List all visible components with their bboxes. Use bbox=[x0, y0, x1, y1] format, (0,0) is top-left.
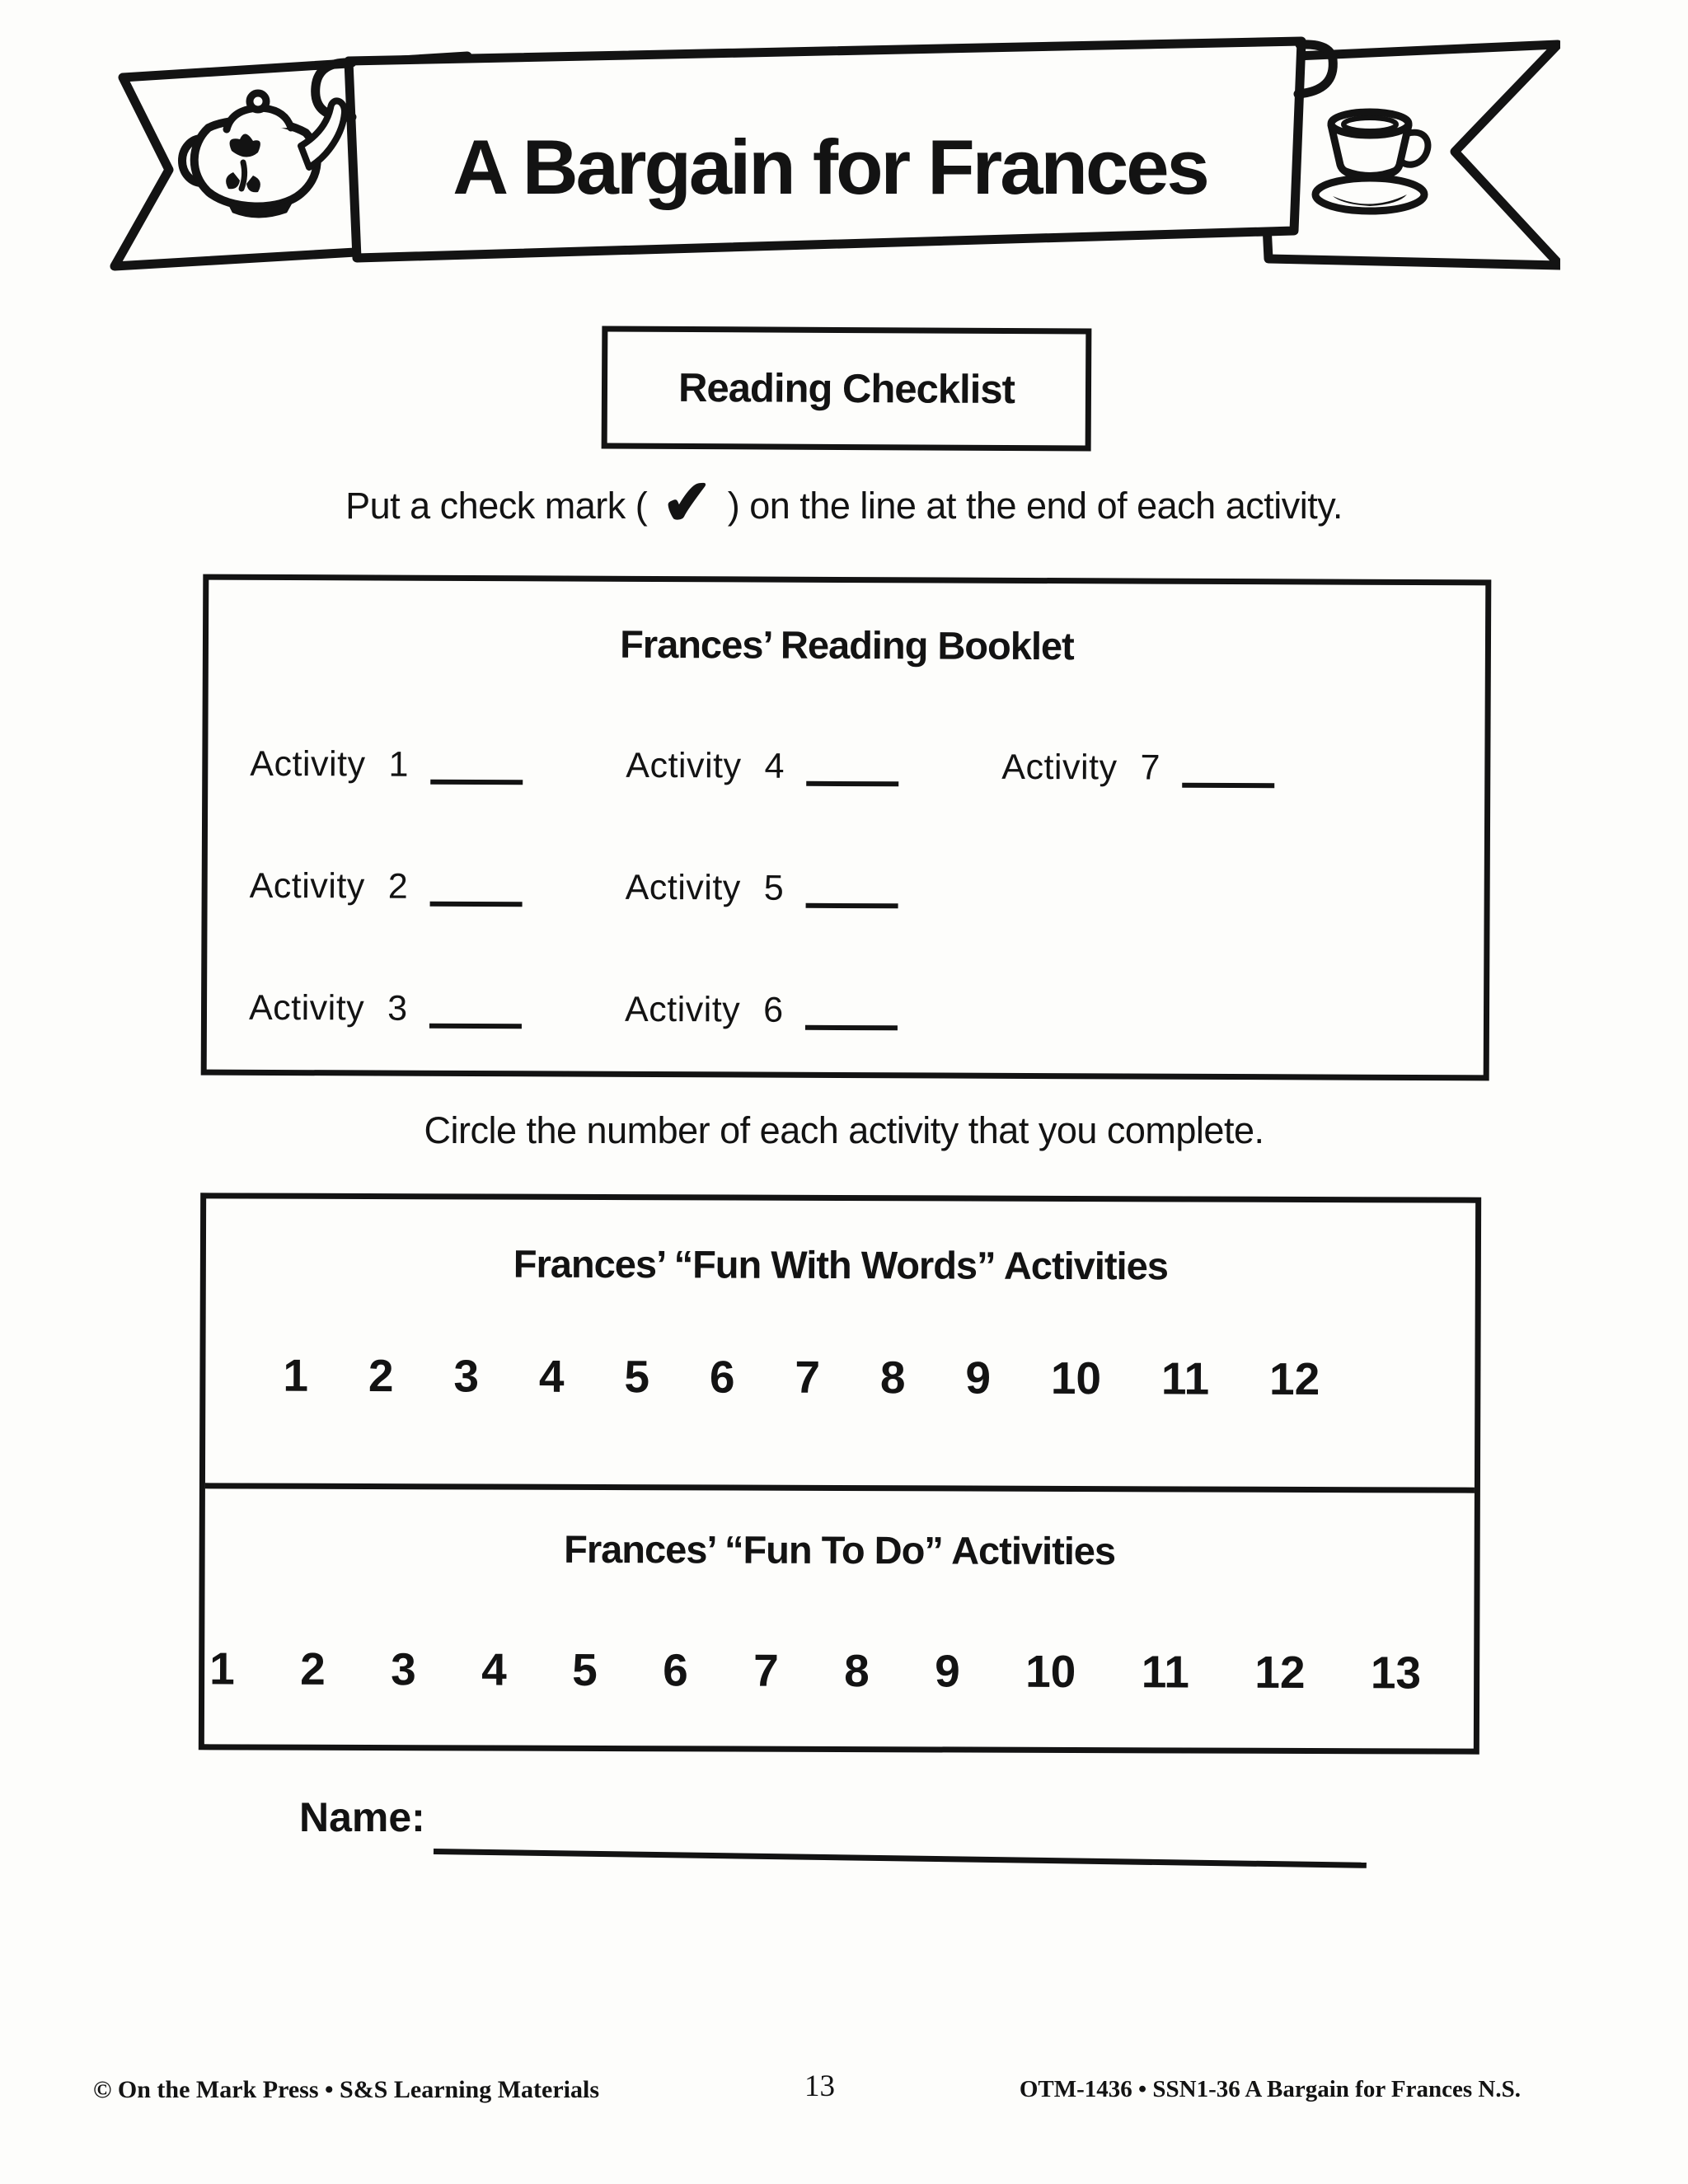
circle-number[interactable]: 1 bbox=[283, 1349, 309, 1401]
activity-check-line[interactable] bbox=[429, 901, 522, 906]
activity-item bbox=[250, 743, 626, 785]
activity-check-line[interactable] bbox=[805, 902, 898, 907]
circle-number[interactable]: 12 bbox=[1254, 1646, 1306, 1698]
activity-item bbox=[626, 745, 1001, 787]
activity-item bbox=[625, 989, 1001, 1031]
activity-label: Activity bbox=[249, 865, 365, 906]
activity-label: Activity bbox=[248, 987, 365, 1028]
name-label: Name: bbox=[299, 1794, 425, 1840]
circle-number[interactable]: 5 bbox=[624, 1351, 650, 1403]
circle-number[interactable]: 9 bbox=[935, 1645, 960, 1697]
reading-booklet-title: Frances’ Reading Booklet bbox=[620, 621, 1074, 668]
activity-label: Activity bbox=[624, 989, 741, 1029]
reading-checklist-box bbox=[602, 326, 1092, 451]
circle-number[interactable]: 12 bbox=[1268, 1352, 1320, 1405]
activity-check-line[interactable] bbox=[806, 780, 898, 785]
activity-label: Activity bbox=[1001, 747, 1118, 787]
circle-number[interactable]: 10 bbox=[1050, 1352, 1102, 1404]
activity-item bbox=[249, 987, 625, 1029]
footer-page-number: 13 bbox=[804, 2069, 835, 2103]
activity-item bbox=[250, 865, 626, 907]
circle-number[interactable]: 7 bbox=[753, 1644, 779, 1696]
circle-number[interactable]: 11 bbox=[1141, 1646, 1190, 1698]
activity-label: Activity bbox=[626, 745, 742, 785]
circle-number[interactable]: 9 bbox=[965, 1352, 992, 1404]
activity-number: 7 bbox=[1140, 748, 1161, 788]
fun-with-words-title: Frances’ “Fun With Words” Activities bbox=[513, 1241, 1169, 1288]
name-input-line[interactable] bbox=[434, 1849, 1367, 1868]
fun-activities-box bbox=[199, 1193, 1481, 1754]
activity-number: 3 bbox=[387, 988, 408, 1029]
footer-reference: OTM-1436 • SSN1-36 A Bargain for Frances N.S. bbox=[1019, 2076, 1521, 2102]
circle-number[interactable]: 4 bbox=[538, 1350, 565, 1402]
activity-list bbox=[249, 703, 1485, 1075]
circle-number[interactable]: 13 bbox=[1370, 1647, 1422, 1699]
activity-number: 2 bbox=[387, 866, 409, 907]
circle-number[interactable]: 6 bbox=[709, 1351, 735, 1403]
reading-booklet-box bbox=[201, 574, 1492, 1081]
circle-number[interactable]: 2 bbox=[300, 1643, 326, 1694]
activity-check-line[interactable] bbox=[429, 1023, 522, 1028]
fun-with-words-numbers bbox=[283, 1349, 1320, 1405]
activity-item bbox=[1001, 747, 1377, 789]
activity-check-line[interactable] bbox=[430, 779, 523, 784]
check-instruction-prefix: Put a check mark ( bbox=[345, 485, 658, 527]
circle-number[interactable]: 4 bbox=[481, 1643, 507, 1695]
check-instruction bbox=[0, 466, 1688, 539]
activity-label: Activity bbox=[625, 867, 741, 907]
circle-number[interactable]: 7 bbox=[795, 1351, 821, 1403]
circle-number[interactable]: 8 bbox=[844, 1645, 870, 1697]
circle-number[interactable]: 2 bbox=[368, 1350, 394, 1402]
fun-to-do-numbers bbox=[209, 1643, 1422, 1699]
circle-number[interactable]: 8 bbox=[879, 1352, 906, 1404]
footer-publisher: © On the Mark Press • S&S Learning Materials bbox=[93, 2076, 599, 2103]
circle-number[interactable]: 10 bbox=[1025, 1645, 1076, 1698]
activity-check-line[interactable] bbox=[805, 1024, 898, 1029]
activity-number: 6 bbox=[763, 990, 784, 1030]
circle-number[interactable]: 3 bbox=[453, 1350, 480, 1402]
fun-to-do-section bbox=[204, 1525, 1475, 1699]
circle-instruction: Circle the number of each activity that you complete. bbox=[424, 1109, 1264, 1151]
fun-to-do-title: Frances’ “Fun To Do” Activities bbox=[564, 1526, 1116, 1573]
circle-number[interactable]: 1 bbox=[209, 1643, 235, 1694]
reading-checklist-heading: Reading Checklist bbox=[678, 365, 1015, 412]
check-instruction-suffix: ) on the line at the end of each activity. bbox=[717, 485, 1343, 527]
circle-number[interactable]: 3 bbox=[391, 1643, 416, 1695]
circle-number[interactable]: 11 bbox=[1160, 1352, 1210, 1404]
activity-number: 1 bbox=[388, 744, 410, 785]
activity-check-line[interactable] bbox=[1182, 782, 1274, 787]
banner-title: A Bargain for Frances bbox=[452, 124, 1207, 210]
circle-number[interactable]: 6 bbox=[663, 1644, 688, 1696]
activity-number: 5 bbox=[763, 868, 785, 908]
check-mark-glyph: ✔ bbox=[659, 466, 715, 539]
page-footer bbox=[0, 2069, 1688, 2118]
activity-item bbox=[626, 867, 1001, 909]
title-banner bbox=[105, 35, 1560, 274]
activity-number: 4 bbox=[764, 746, 785, 786]
circle-number[interactable]: 5 bbox=[572, 1643, 598, 1695]
fun-with-words-section bbox=[205, 1240, 1475, 1493]
activity-label: Activity bbox=[250, 743, 366, 784]
